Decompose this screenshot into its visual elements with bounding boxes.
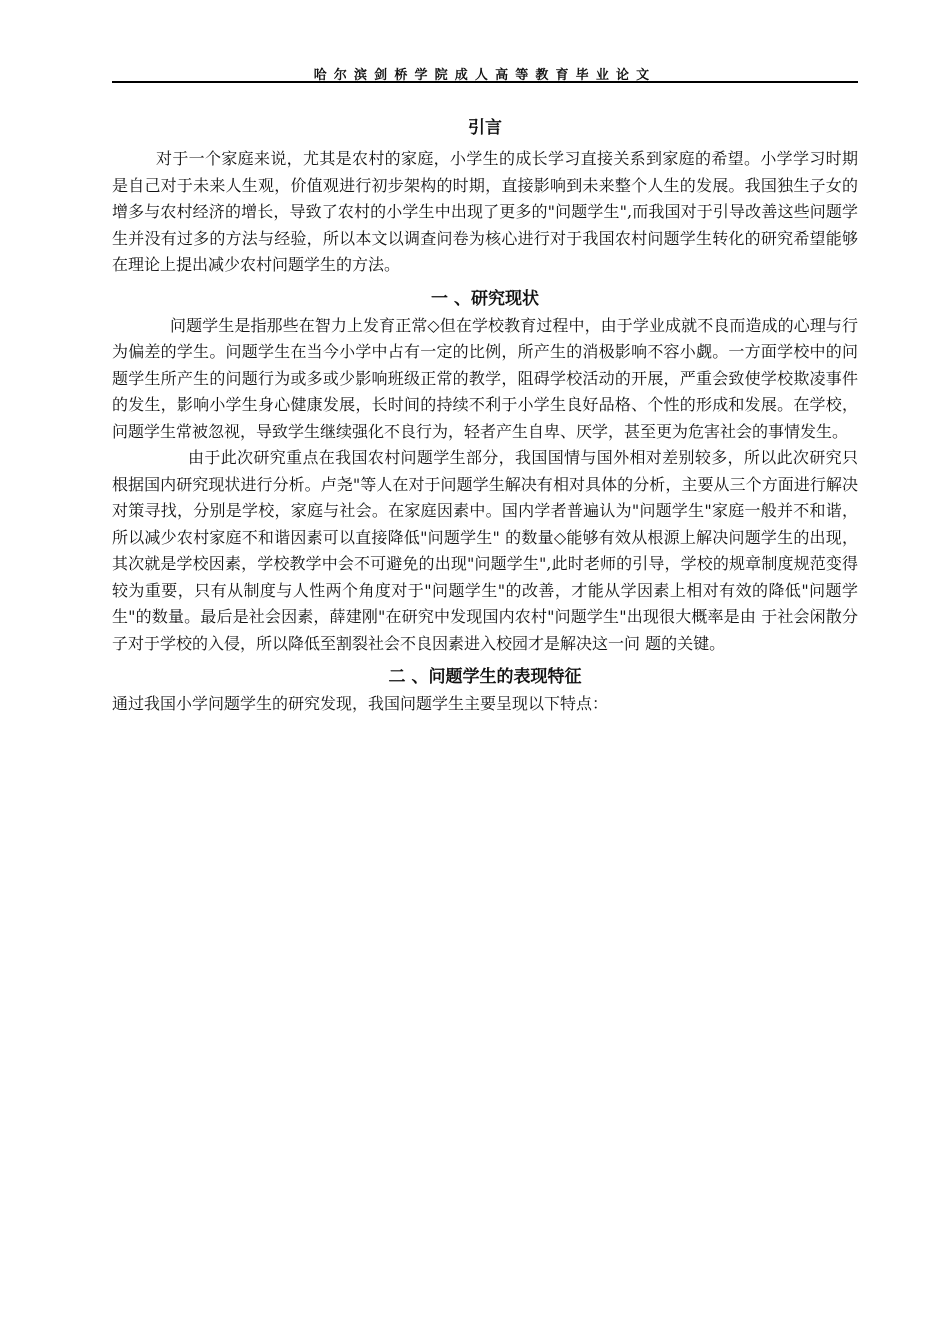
page-header-title: 哈尔滨剑桥学院成人高等教育毕业论文 (313, 68, 657, 83)
intro-heading: 引言 (468, 118, 502, 138)
section-1-paragraph-2: 由于此次研究重点在我国农村问题学生部分，我国国情与国外相对差别较多，所以此次研究只根据国内研究现状进行分析。卢尧"等人在对于问题学生解决有相对具体的分析，主要从三个方面进行解决对策寻找，分别是学校，家庭与社会。在家庭因素中。国内学者普遍认为"问题学生"家庭一般并不和谐，所以减少农村家庭不和谐因素可以直接降低"问题学生" 的数量◇能够有效从根源上解决问题学生的出现，其次就是学校因素，学校教学中会不可避免的出现"问题学生",此时老师的引导，学校的规章制度规范变得较为重要，只有从制度与人性两个角度对于"问题学生"的改善，才能从学因素上相对有效的降低"问题学生"的数量。最后是社会因素，薛建刚"在研究中发现国内农村"问题学生"出现很大概率是由 于社会闲散分子对于学校的入侵，所以降低至割裂社会不良因素进入校园才是解决这一问 题的关键。 (112, 448, 858, 653)
section-1-heading: 一 、研究现状 (431, 288, 539, 309)
section-2-paragraph-1: 通过我国小学问题学生的研究发现，我国问题学生主要呈现以下特点： (112, 694, 609, 713)
intro-paragraph: 对于一个家庭来说，尤其是农村的家庭，小学生的成长学习直接关系到家庭的希望。小学学习时期是自己对于未来人生观，价值观进行初步架构的时期，直接影响到未来整个人生的发展。我国独生子女的增多与农村经济的增长，导致了农村的小学生中出现了更多的"问题学生",而我国对于引导改善这些问题学生并没有过多的方法与经验，所以本文以调查问卷为核心进行对于我国农村问题学生转化的研究希望能够在理论上提出减少农村问题学生的方法。 (112, 149, 858, 274)
section-1-paragraph-1: 问题学生是指那些在智力上发育正常◇但在学校教育过程中，由于学业成就不良而造成的心理与行为偏差的学生。问题学生在当今小学中占有一定的比例，所产生的消极影响不容小觑。一方面学校中的问题学生所产生的问题行为或多或少影响班级正常的教学，阻碍学校活动的开展，严重会致使学校欺凌事件的发生，影响小学生身心健康发展，长时间的持续不利于小学生良好品格、个性的形成和发展。在学校，问题学生常被忽视，导致学生继续强化不良行为，轻者产生自卑、厌学，甚至更为危害社会的事情发生。 (112, 315, 858, 441)
header-divider (112, 81, 858, 83)
section-2-heading: 二 、问题学生的表现特征 (388, 667, 582, 687)
document-body (112, 114, 858, 718)
